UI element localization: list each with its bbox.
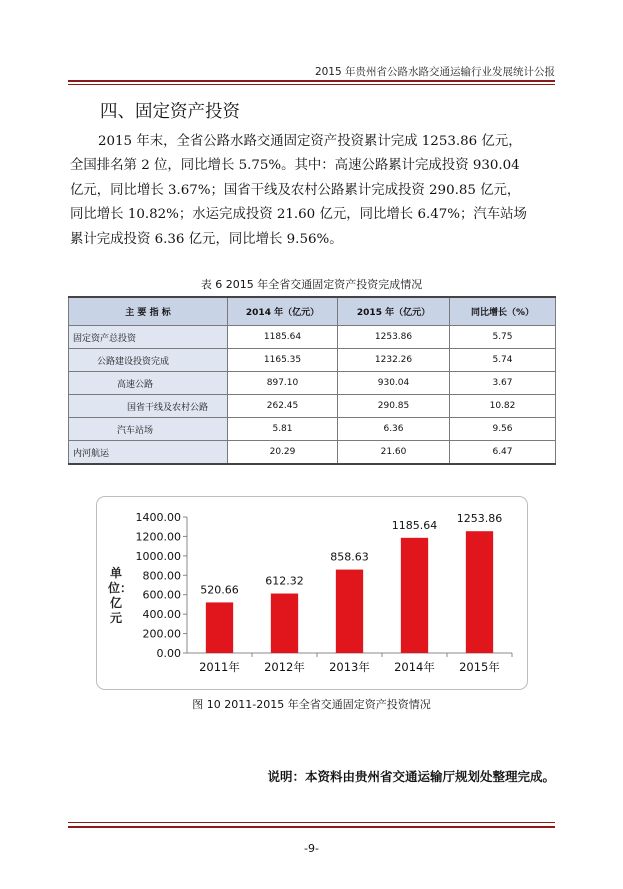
chart-frame xyxy=(96,496,528,690)
row-2015-cell: 1253.86 xyxy=(338,326,450,349)
row-2015-cell: 21.60 xyxy=(338,441,450,465)
y-tick-label: 400.00 xyxy=(142,608,181,622)
bar-data-label: 612.32 xyxy=(265,574,304,588)
y-tick-label: 1000.00 xyxy=(135,549,181,563)
header-rule-thick xyxy=(68,80,555,82)
table-row xyxy=(69,349,556,372)
table-row xyxy=(69,372,556,395)
header-2015: 2015 年（亿元） xyxy=(338,297,450,326)
paragraph-line: 全国排名第 2 位，同比增长 5.75%。其中：高速公路累计完成投资 930.04 xyxy=(70,158,520,174)
row-growth-cell: 3.67 xyxy=(450,372,556,395)
footer-rule-thick xyxy=(68,826,555,828)
row-2014-cell: 262.45 xyxy=(228,395,338,418)
header-indicator: 主 要 指 标 xyxy=(69,297,228,326)
row-growth-cell: 10.82 xyxy=(450,395,556,418)
x-tick-label: 2011年 xyxy=(199,660,240,674)
row-growth-cell: 5.75 xyxy=(450,326,556,349)
row-2015-cell: 6.36 xyxy=(338,418,450,441)
bar-data-label: 1185.64 xyxy=(391,518,438,532)
chart-bar xyxy=(466,531,493,653)
table-body xyxy=(69,326,556,465)
header-2014: 2014 年（亿元） xyxy=(228,297,338,326)
table-row xyxy=(69,395,556,418)
y-tick-label: 600.00 xyxy=(142,588,181,602)
row-indicator-cell: 高速公路 xyxy=(69,372,228,395)
x-tick-label: 2013年 xyxy=(329,660,370,674)
x-tick-label: 2014年 xyxy=(394,660,435,674)
chart-bar xyxy=(206,602,233,653)
y-tick-label: 1200.00 xyxy=(135,530,181,544)
table-caption: 表 6 2015 年全省交通固定资产投资完成情况 xyxy=(200,278,423,291)
bar-data-label: 1253.86 xyxy=(456,512,503,526)
paragraph-line: 亿元，同比增长 3.67%；国省干线及农村公路累计完成投资 290.85 亿元， xyxy=(70,182,521,198)
report-header-title: 2015 年贵州省公路水路交通运输行业发展统计公报 xyxy=(314,66,555,78)
chart-y-axis-label: 单位：亿元 xyxy=(108,566,133,625)
y-tick-label: 800.00 xyxy=(142,569,181,583)
header-rule-thin xyxy=(68,84,555,85)
row-growth-cell: 9.56 xyxy=(450,418,556,441)
y-tick-label: 1400.00 xyxy=(135,511,181,524)
row-2014-cell: 5.81 xyxy=(228,418,338,441)
section-heading: 四、固定资产投资 xyxy=(100,102,240,122)
investment-bar-chart xyxy=(97,497,527,689)
row-2015-cell: 1232.26 xyxy=(338,349,450,372)
row-growth-cell: 5.74 xyxy=(450,349,556,372)
figure-caption: 图 10 2011-2015 年全省交通固定资产投资情况 xyxy=(192,698,431,711)
bar-data-label: 858.63 xyxy=(330,550,369,564)
bar-data-label: 520.66 xyxy=(200,583,239,597)
chart-bar xyxy=(271,594,298,653)
row-2014-cell: 1185.64 xyxy=(228,326,338,349)
table-header-row xyxy=(69,297,556,326)
paragraph-line: 2015 年末，全省公路水路交通固定资产投资累计完成 1253.86 亿元， xyxy=(98,134,522,149)
row-indicator-cell: 公路建设投资完成 xyxy=(69,349,228,372)
row-2015-cell: 290.85 xyxy=(338,395,450,418)
table-row xyxy=(69,326,556,349)
y-tick-label: 200.00 xyxy=(142,627,181,641)
chart-bar xyxy=(401,538,428,653)
chart-bar xyxy=(336,570,363,653)
row-indicator-cell: 国省干线及农村公路 xyxy=(69,395,228,418)
row-growth-cell: 6.47 xyxy=(450,441,556,465)
investment-paragraph xyxy=(70,130,554,252)
row-2014-cell: 897.10 xyxy=(228,372,338,395)
row-indicator-cell: 内河航运 xyxy=(69,441,228,465)
footer-rule-thin xyxy=(68,822,555,823)
paragraph-line: 同比增长 10.82%；水运完成投资 21.60 亿元，同比增长 6.47%；汽车站场 xyxy=(70,207,527,223)
page-number: -9- xyxy=(304,842,319,855)
header-growth: 同比增长（%） xyxy=(450,297,556,326)
row-indicator-cell: 固定资产总投资 xyxy=(69,326,228,349)
x-tick-label: 2012年 xyxy=(264,660,305,674)
row-2014-cell: 1165.35 xyxy=(228,349,338,372)
row-indicator-cell: 汽车站场 xyxy=(69,418,228,441)
table-row xyxy=(69,441,556,465)
paragraph-line: 累计完成投资 6.36 亿元，同比增长 9.56%。 xyxy=(70,231,343,247)
x-tick-label: 2015年 xyxy=(459,660,500,674)
table-row xyxy=(69,418,556,441)
y-tick-label: 0.00 xyxy=(156,647,181,660)
row-2014-cell: 20.29 xyxy=(228,441,338,465)
source-note: 说明：本资料由贵州省交通运输厅规划处整理完成。 xyxy=(267,769,555,784)
row-2015-cell: 930.04 xyxy=(338,372,450,395)
investment-table xyxy=(68,296,556,465)
